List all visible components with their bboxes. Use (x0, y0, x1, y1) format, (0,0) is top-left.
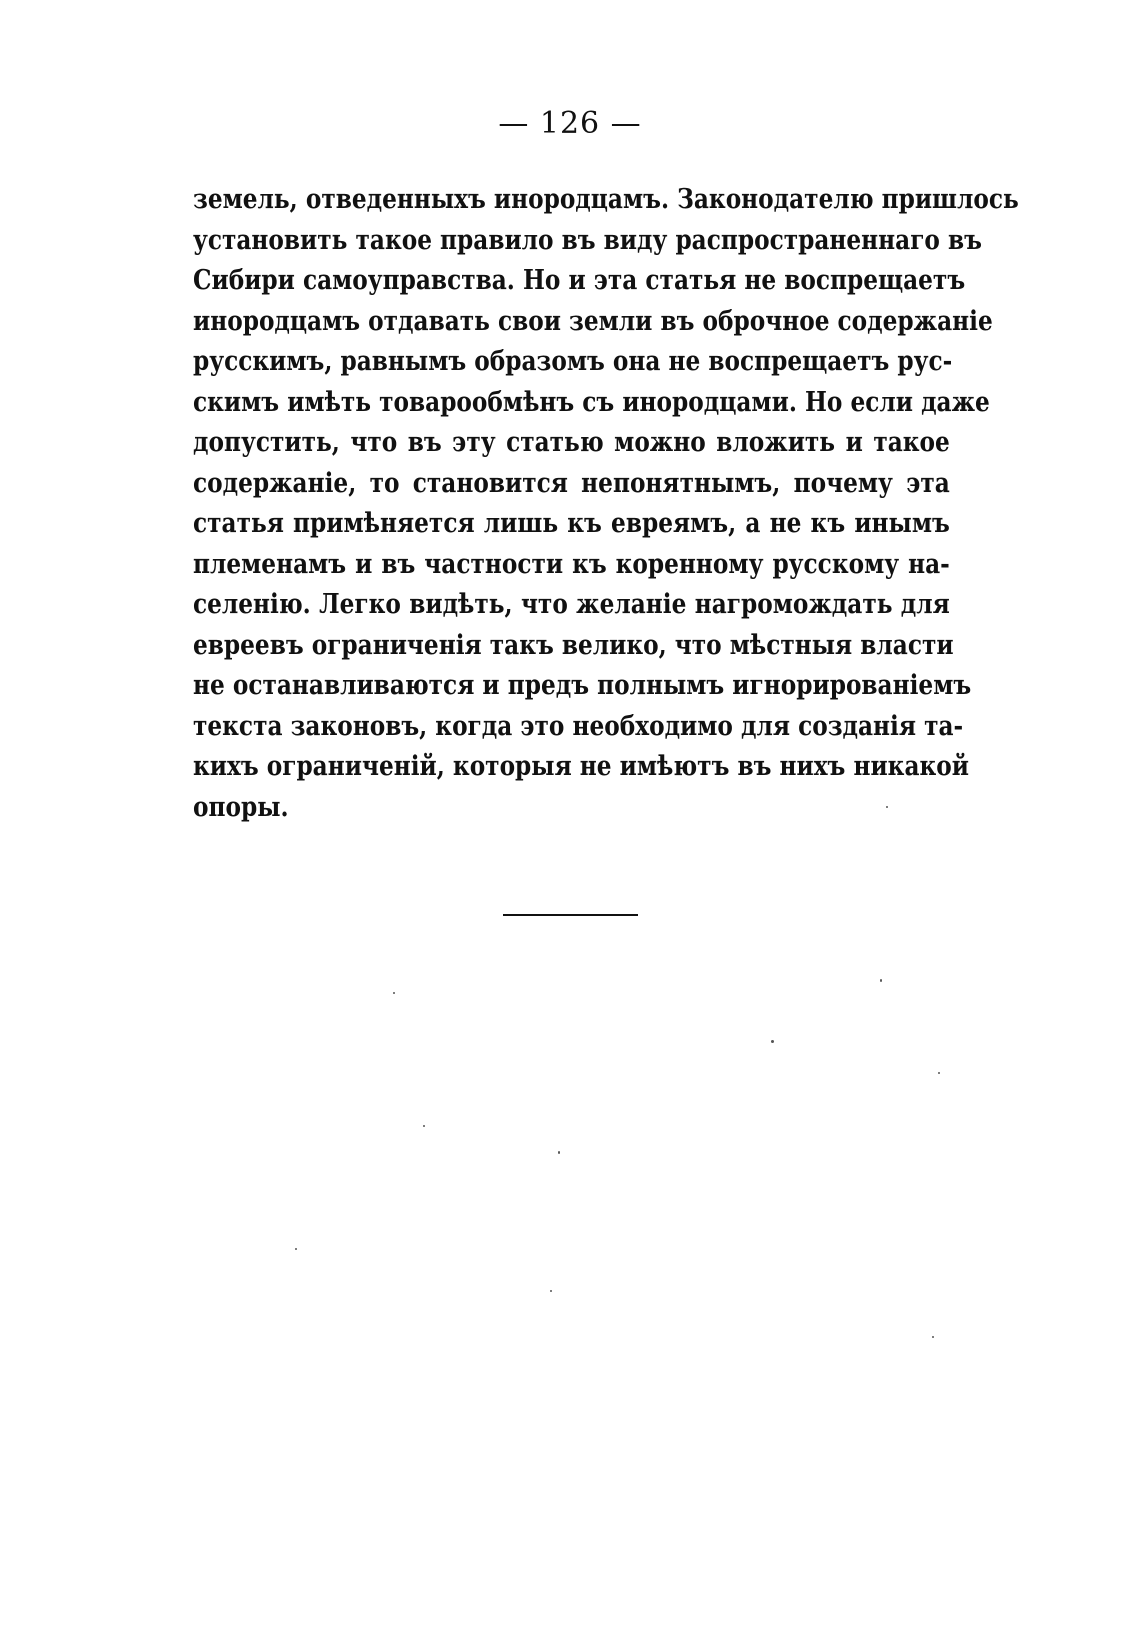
section-divider (503, 914, 638, 916)
text-line: земель, отведенныхъ инородцамъ. Законодателю пришлось (193, 184, 1019, 215)
paper-speck (393, 992, 395, 994)
paper-speck (423, 1125, 425, 1127)
text-line: допустить, что въ эту статью можно вложить и такое (193, 427, 950, 458)
paper-speck (295, 1248, 297, 1250)
text-line: содержаніе, то становится непонятнымъ, почему эта (193, 467, 950, 499)
text-line: инородцамъ отдавать свои земли въ оброчное содержаніе (193, 305, 993, 337)
paper-speck (938, 1072, 940, 1074)
text-line: племенамъ и въ частности къ коренному русскому на- (193, 548, 950, 580)
text-line: не останавливаются и предъ полнымъ игнорированіемъ (193, 670, 972, 701)
text-line: статья примѣняется лишь къ евреямъ, а не къ инымъ (193, 508, 950, 539)
text-line: селенію. Легко видѣть, что желаніе нагромождать для (193, 589, 950, 620)
text-line: кихъ ограниченій, которыя не имѣютъ въ нихъ никакой (193, 751, 969, 782)
text-line: опоры. (193, 791, 289, 823)
text-line: русскимъ, равнымъ образомъ она не воспрещаетъ рус- (193, 346, 953, 377)
paper-speck (886, 806, 888, 808)
page-number: — 126 — (498, 106, 642, 141)
text-line: установить такое правило въ виду распространеннаго въ (193, 224, 982, 256)
text-line: Сибири самоуправства. Но и эта статья не воспрещаетъ (193, 265, 966, 296)
paper-speck (558, 1151, 560, 1154)
body-text (193, 180, 1019, 828)
text-line: скимъ имѣть товарообмѣнъ съ инородцами. Но если даже (193, 386, 990, 418)
paper-speck (932, 1336, 934, 1338)
paper-speck (771, 1040, 774, 1043)
text-line: евреевъ ограниченія такъ велико, что мѣстныя власти (193, 629, 954, 661)
text-line: текста законовъ, когда это необходимо для созданія та- (193, 710, 964, 742)
paper-speck (880, 979, 882, 982)
paper-speck (550, 1290, 552, 1292)
